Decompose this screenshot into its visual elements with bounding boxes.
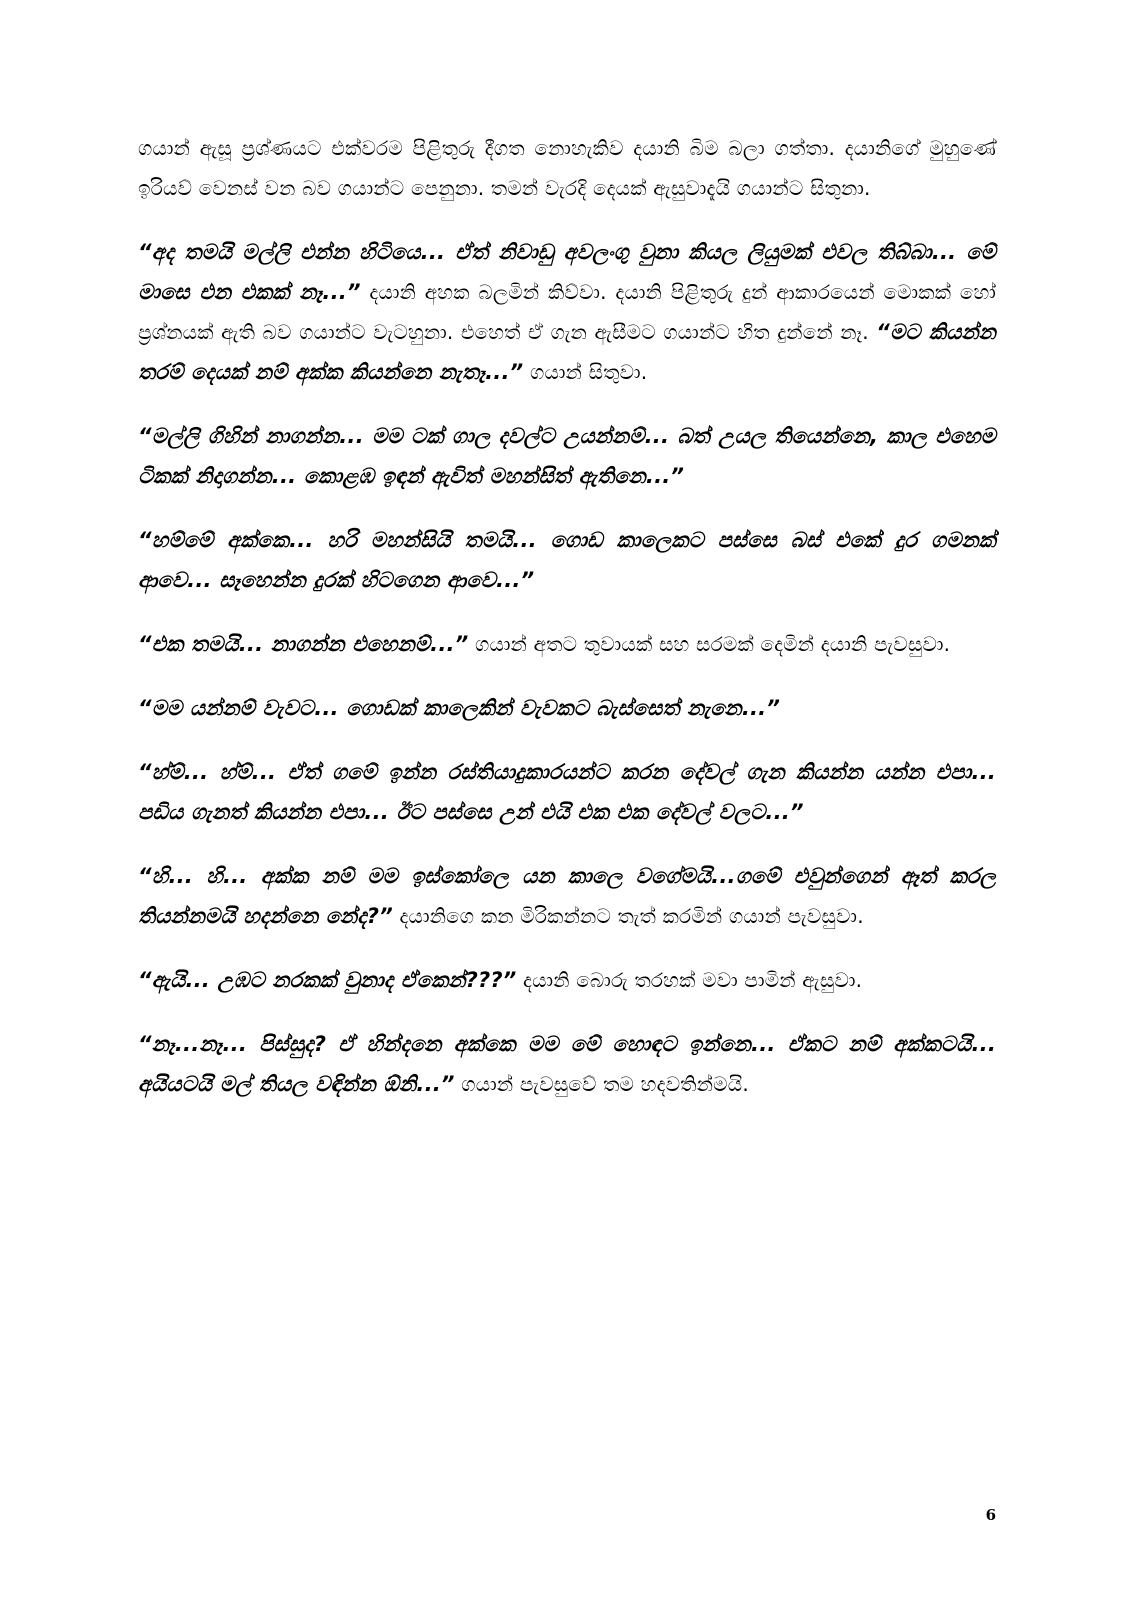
paragraph-list	[138, 128, 996, 1104]
paragraph	[138, 624, 996, 664]
paragraph	[138, 416, 996, 496]
paragraph	[138, 752, 996, 832]
paragraph	[138, 128, 996, 208]
dialogue-text: “නෑ...නෑ... පිස්සුද? ඒ හින්දනෙ අක්කෙ මම මේ හොඳට ඉන්නෙ... ඒකට නම් අක්කටයි... අයියටයි මල් තියල වඳින්න ඕනි...”	[138, 1032, 996, 1096]
narration-text: දයානි අහක බලමින් කිව්වා. දයානි පිළිතුරු දුන් ආකාරයෙන් මොකක් හෝ ප්‍රශ්නයක් ඇති බව ගයාන්ට වැටහුනා. එහෙත් ඒ ගැන ඇසීමට ගයාන්ට හිත දුන්නේ නෑ.	[138, 280, 996, 344]
paragraph	[138, 1024, 996, 1104]
dialogue-text: “හි... හි... අක්ක නම් මම ඉස්කෝලෙ යන කාලෙ වගේමයි...ගමේ එවුන්ගෙන් ඈත් කරල තියන්නමයි හදන්නෙ නේද?”	[138, 864, 996, 928]
dialogue-text: “එක තමයි... නාගන්න එහෙනම්...”	[138, 632, 469, 656]
dialogue-text: “මල්ලි ගිහින් නාගන්න... මම ටක් ගාල දවල්ට උයන්නම්... බත් උයල තියෙන්නෙ, කාල එහෙම ටිකක් නිදාගන්න... කොළඹ ඉඳන් ඇවිත් මහන්සිත් ඇතිනෙ...”	[138, 424, 996, 488]
document-body	[138, 128, 996, 1128]
narration-text: ගයාන් අතට තුවායක් සහ සරමක් දෙමින් දයානි පැවසුවා.	[468, 632, 951, 656]
dialogue-text: “මට කියන්න තරම් දෙයක් නම් අක්ක කියන්නෙ නැතෑ...”	[138, 320, 996, 384]
page-number: 6	[985, 1506, 996, 1524]
narration-text: දයානි බොරු තරහක් මවා පාමින් ඇසුවා.	[516, 968, 863, 992]
paragraph	[138, 520, 996, 600]
paragraph	[138, 960, 996, 1000]
paragraph	[138, 232, 996, 392]
dialogue-text: “මම යන්නම් වැවට... ගොඩක් කාලෙකින් වැවකට බැස්සෙත් නැනෙ...”	[138, 696, 781, 720]
paragraph	[138, 688, 996, 728]
narration-text: ගයාන් පැවසුවේ තම හදවතින්මයි.	[454, 1072, 749, 1096]
dialogue-text: “හ්ම්... හ්ම්... ඒත් ගමේ ඉන්න රස්තියාදුකාරයන්ට කරන දේවල් ගැන කියන්න යන්න එපා... පඩිය ගැනත් කියන්න එපා... ඊට පස්සෙ උන් එයි එක එක දේවල් වලට...”	[138, 760, 996, 824]
narration-text: ගයාන් සිතුවා.	[523, 360, 648, 384]
narration-text: ගයාන් ඇසූ ප්‍රශ්ණයට එක්වරම පිළිතුරු දීගත නොහැකිව දයානි බිම බලා ගත්තා. දයානිගේ මුහුණේ ඉරියව් වෙනස් වන බව ගයාන්ට පෙනුනා. තමන් වැරදි දෙයක් ඇසුවාදැයි ගයාන්ට සිතුනා.	[138, 136, 996, 200]
paragraph	[138, 856, 996, 936]
dialogue-text: “ඇයි... උඹට නරකක් වුනාද ඒකෙන්???”	[138, 968, 517, 992]
narration-text: දයානිගෙ කන මිරිකන්නට තැත් කරමින් ගයාන් පැවසුවා.	[392, 904, 864, 928]
dialogue-text: “අද තමයි මල්ලි එන්න හිටියෙ... ඒත් නිවාඩු අවලංගු වුනා කියල ලියුමක් එවල තිබ්බා... මේ මාසෙ එන එකක් නෑ...”	[138, 240, 996, 304]
dialogue-text: “හම්මේ අක්කෙ... හරි මහන්සියි තමයි... ගොඩ කාලෙකට පස්සෙ බස් එකේ දුර ගමනක් ආවෙ... සෑහෙන්න දුරක් හිටගෙන ආවෙ...”	[138, 528, 996, 592]
